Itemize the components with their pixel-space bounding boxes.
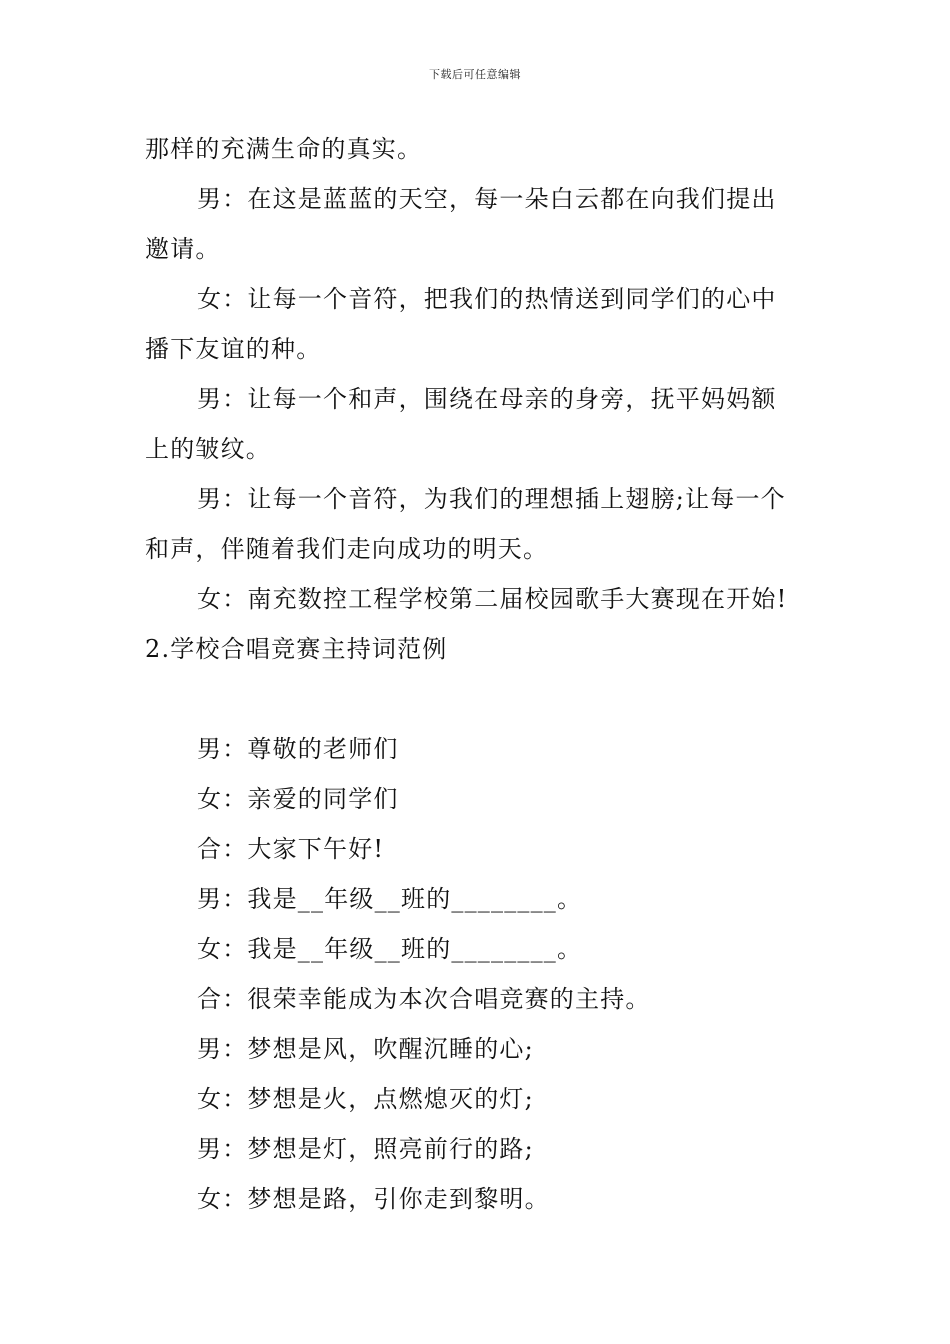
paragraph-line: 男：在这是蓝蓝的天空，每一朵白云都在向我们提出 [197,185,777,213]
paragraph-line: 女：南充数控工程学校第二届校园歌手大赛现在开始! [197,585,788,613]
paragraph-line: 女：让每一个音符，把我们的热情送到同学们的心中 [197,285,777,313]
paragraph-line: 和声，伴随着我们走向成功的明天。 [145,535,549,563]
paragraph-line: 那样的充满生命的真实。 [145,135,423,163]
dialogue-line: 合：大家下午好! [197,835,385,863]
dialogue-line: 男：我是__年级__班的________。 [197,885,583,913]
paragraph-line: 男：让每一个音符，为我们的理想插上翅膀;让每一个 [197,485,786,513]
dialogue-line: 女：梦想是路，引你走到黎明。 [197,1185,550,1213]
dialogue-line: 男：尊敬的老师们 [197,735,399,763]
blank-line [145,674,810,724]
dialogue-line: 男：梦想是风，吹醒沉睡的心; [197,1035,534,1063]
dialogue-line: 女：梦想是火，点燃熄灭的灯; [197,1085,534,1113]
dialogue-line: 女：亲爱的同学们 [197,785,399,813]
paragraph-line: 男：让每一个和声，围绕在母亲的身旁，抚平妈妈额 [197,385,777,413]
paragraph-line: 上的皱纹。 [145,435,271,463]
paragraph-line: 播下友谊的种。 [145,335,322,363]
dialogue-line: 合：很荣幸能成为本次合唱竞赛的主持。 [197,985,651,1013]
document-body [145,124,810,1224]
dialogue-line: 男：梦想是灯，照亮前行的路; [197,1135,534,1163]
section-heading: 2.学校合唱竞赛主持词范例 [145,635,448,663]
dialogue-line: 女：我是__年级__班的________。 [197,935,583,963]
page-header: 下载后可任意编辑 [429,68,521,81]
paragraph-line: 邀请。 [145,235,221,263]
